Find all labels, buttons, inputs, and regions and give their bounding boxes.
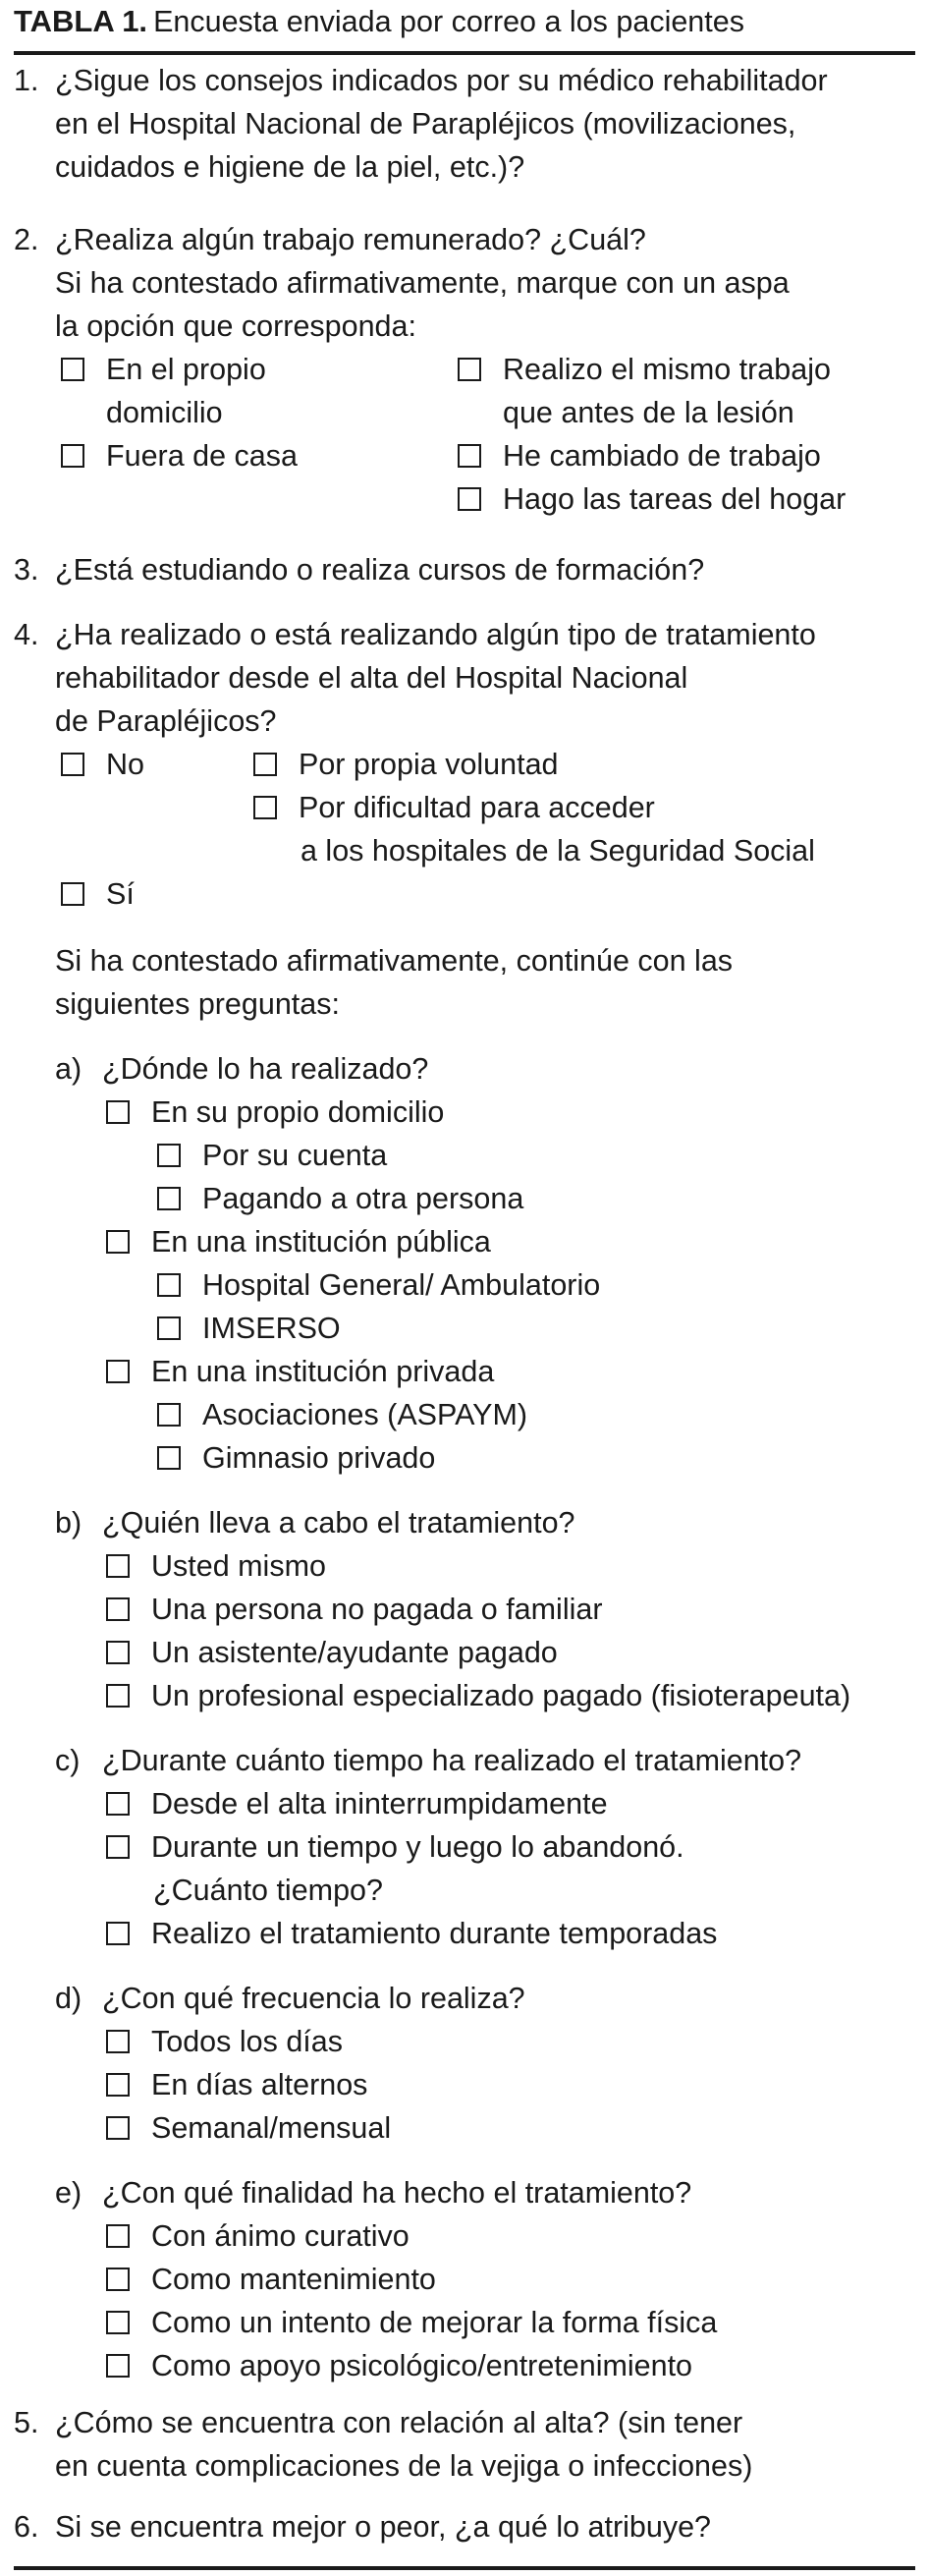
checkbox[interactable] — [106, 1554, 130, 1578]
option-abandoned[interactable]: Durante un tiempo y luego lo abandonó. — [106, 1825, 684, 1869]
subquestion-label: c) — [55, 1744, 81, 1777]
subquestion-label: e) — [55, 2176, 82, 2210]
checkbox[interactable] — [157, 1144, 181, 1167]
option-private-gym[interactable]: Gimnasio privado — [157, 1436, 435, 1480]
option-alternate-days[interactable]: En días alternos — [106, 2063, 367, 2106]
option-outside-home[interactable]: Fuera de casa — [61, 434, 298, 477]
question-text-line: en el Hospital Nacional de Parapléjicos (movilizaciones, — [55, 107, 796, 140]
subquestion-c — [55, 1739, 801, 1782]
table-label: TABLA 1. — [14, 4, 148, 38]
bottom-rule — [14, 2566, 915, 2570]
subquestion-text: ¿Con qué finalidad ha hecho el tratamiento? — [102, 2176, 692, 2210]
table-title: Encuesta enviada por correo a los pacientes — [153, 5, 744, 38]
option-unpaid-person[interactable]: Una persona no pagada o familiar — [106, 1588, 603, 1631]
option-paid-assistant[interactable]: Un asistente/ayudante pagado — [106, 1631, 558, 1674]
option-abandoned-cont: ¿Cuánto tiempo? — [153, 1874, 383, 1907]
checkbox[interactable] — [106, 2224, 130, 2248]
option-home-self[interactable]: Por su cuenta — [157, 1134, 387, 1177]
option-weekly-monthly[interactable]: Semanal/mensual — [106, 2106, 391, 2150]
option-same-job-cont: que antes de la lesión — [503, 396, 794, 429]
question-4 — [14, 613, 915, 743]
question-text-line: la opción que corresponda: — [55, 309, 416, 343]
option-paid-professional[interactable]: Un profesional especializado pagado (fisioterapeuta) — [106, 1674, 850, 1717]
subquestion-label: a) — [55, 1052, 82, 1086]
option-curative[interactable]: Con ánimo curativo — [106, 2214, 410, 2258]
checkbox[interactable] — [106, 2354, 130, 2378]
checkbox[interactable] — [458, 487, 481, 511]
question-3 — [14, 548, 915, 591]
checkbox[interactable] — [106, 2116, 130, 2140]
checkbox[interactable] — [106, 1597, 130, 1621]
option-changed-job[interactable]: He cambiado de trabajo — [458, 434, 821, 477]
subquestion-b — [55, 1501, 575, 1544]
checkbox[interactable] — [106, 2268, 130, 2291]
checkbox[interactable] — [157, 1187, 181, 1210]
question-number: 6. — [14, 2510, 39, 2544]
checkbox[interactable] — [458, 358, 481, 381]
checkbox[interactable] — [106, 1835, 130, 1859]
option-own-will[interactable]: Por propia voluntad — [253, 743, 559, 786]
subquestion-text: ¿Con qué frecuencia lo realiza? — [102, 1982, 525, 2015]
question-text-line: ¿Realiza algún trabajo remunerado? ¿Cuál? — [55, 223, 646, 256]
option-psychological[interactable]: Como apoyo psicológico/entretenimiento — [106, 2344, 692, 2387]
question-text-line: en cuenta complicaciones de la vejiga o infecciones) — [55, 2449, 753, 2483]
checkbox[interactable] — [106, 1922, 130, 1945]
question-text-line: de Parapléjicos? — [55, 704, 277, 738]
question-2 — [14, 218, 915, 348]
checkbox[interactable] — [61, 753, 84, 776]
option-no[interactable]: No — [61, 743, 144, 786]
question-text-line: cuidados e higiene de la piel, etc.)? — [55, 150, 525, 184]
option-daily[interactable]: Todos los días — [106, 2020, 343, 2063]
subquestion-e — [55, 2171, 691, 2214]
question-text-line: rehabilitador desde el alta del Hospital Nacional — [55, 661, 688, 695]
question-number: 3. — [14, 553, 39, 587]
option-access-difficulty-cont: a los hospitales de la Seguridad Social — [301, 834, 815, 868]
checkbox[interactable] — [157, 1446, 181, 1470]
checkbox[interactable] — [106, 1792, 130, 1816]
checkbox[interactable] — [458, 444, 481, 468]
option-own-home[interactable]: En el propio — [61, 348, 266, 391]
option-public-hospital[interactable]: Hospital General/ Ambulatorio — [157, 1263, 600, 1307]
option-own-home-cont: domicilio — [106, 396, 223, 429]
option-self[interactable]: Usted mismo — [106, 1544, 326, 1588]
question-number: 5. — [14, 2406, 39, 2439]
checkbox[interactable] — [157, 1403, 181, 1427]
option-home-paid[interactable]: Pagando a otra persona — [157, 1177, 523, 1220]
option-fitness[interactable]: Como un intento de mejorar la forma física — [106, 2301, 717, 2344]
question-number: 4. — [14, 618, 39, 651]
question-text-line: Si se encuentra mejor o peor, ¿a qué lo atribuye? — [55, 2510, 712, 2544]
checkbox[interactable] — [106, 1230, 130, 1254]
checkbox[interactable] — [106, 1684, 130, 1708]
question-number: 1. — [14, 64, 39, 97]
option-continuous[interactable]: Desde el alta ininterrumpidamente — [106, 1782, 608, 1825]
question-text-line: Si ha contestado afirmativamente, marque con un aspa — [55, 266, 790, 300]
checkbox[interactable] — [106, 2073, 130, 2097]
subquestion-text: ¿Dónde lo ha realizado? — [102, 1052, 429, 1086]
option-seasonal[interactable]: Realizo el tratamiento durante temporadas — [106, 1912, 717, 1955]
option-maintenance[interactable]: Como mantenimiento — [106, 2258, 436, 2301]
checkbox[interactable] — [61, 358, 84, 381]
option-same-job[interactable]: Realizo el mismo trabajo — [458, 348, 831, 391]
checkbox[interactable] — [106, 1360, 130, 1383]
question-text-line: ¿Sigue los consejos indicados por su médico rehabilitador — [55, 64, 828, 97]
question-text-line: ¿Cómo se encuentra con relación al alta? (sin tener — [55, 2406, 743, 2439]
question-text-line: ¿Ha realizado o está realizando algún tipo de tratamiento — [55, 618, 816, 651]
followup-instruction: Si ha contestado afirmativamente, continúe con las siguientes preguntas: — [55, 944, 734, 1021]
table-caption — [14, 0, 915, 49]
subquestion-d — [55, 1977, 525, 2020]
option-home[interactable]: En su propio domicilio — [106, 1091, 444, 1134]
option-access-difficulty[interactable]: Por dificultad para acceder — [253, 786, 655, 829]
question-5 — [14, 2401, 915, 2488]
option-yes[interactable]: Sí — [61, 872, 135, 916]
option-public-imserso[interactable]: IMSERSO — [157, 1307, 341, 1350]
question-text-line: ¿Está estudiando o realiza cursos de formación? — [55, 553, 705, 587]
option-private-assoc[interactable]: Asociaciones (ASPAYM) — [157, 1393, 527, 1436]
subquestion-label: b) — [55, 1506, 82, 1540]
checkbox[interactable] — [106, 2030, 130, 2053]
option-private[interactable]: En una institución privada — [106, 1350, 494, 1393]
checkbox[interactable] — [61, 444, 84, 468]
checkbox[interactable] — [157, 1273, 181, 1297]
checkbox[interactable] — [253, 753, 277, 776]
question-number: 2. — [14, 223, 39, 256]
checkbox[interactable] — [253, 796, 277, 819]
checkbox[interactable] — [157, 1316, 181, 1340]
checkbox[interactable] — [106, 2311, 130, 2334]
subquestion-text: ¿Quién lleva a cabo el tratamiento? — [102, 1506, 575, 1540]
option-public[interactable]: En una institución pública — [106, 1220, 491, 1263]
question-6 — [14, 2505, 915, 2548]
option-housework[interactable]: Hago las tareas del hogar — [458, 477, 846, 521]
checkbox[interactable] — [106, 1641, 130, 1664]
checkbox[interactable] — [106, 1100, 130, 1124]
subquestion-a — [55, 1047, 428, 1091]
top-rule — [14, 51, 915, 55]
checkbox[interactable] — [61, 882, 84, 906]
subquestion-label: d) — [55, 1982, 82, 2015]
question-1 — [14, 59, 915, 189]
subquestion-text: ¿Durante cuánto tiempo ha realizado el tratamiento? — [102, 1744, 802, 1777]
